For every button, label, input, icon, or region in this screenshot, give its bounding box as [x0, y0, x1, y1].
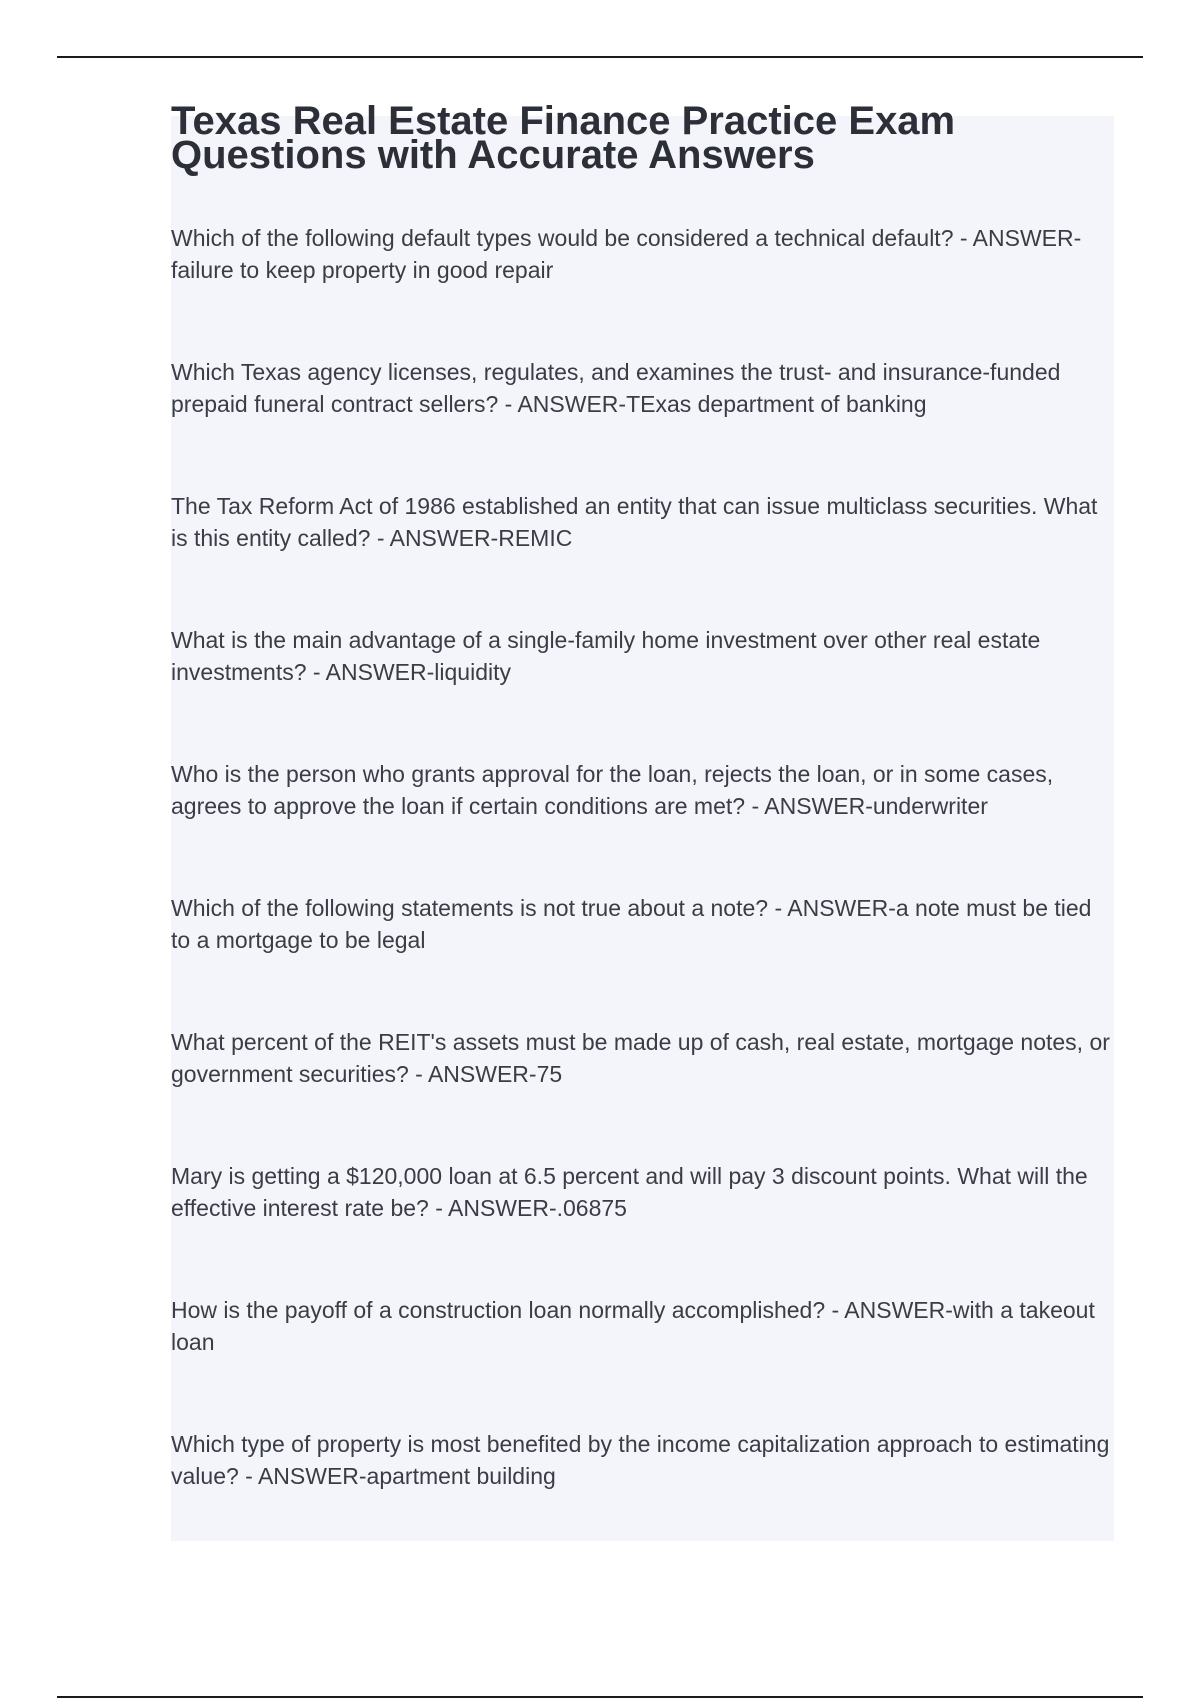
question-item: Which of the following default types would be considered a technical default? - ANSWER-failure to keep property in good repair — [171, 225, 1082, 283]
question-item: What is the main advantage of a single-family home investment over other real estate investments? - ANSWER-liquidity — [171, 627, 1041, 685]
question-item: Which of the following statements is not true about a note? - ANSWER-a note must be tied to a mortgage to be legal — [171, 895, 1092, 953]
question-list — [171, 222, 1116, 1562]
question-item: Which Texas agency licenses, regulates, and examines the trust- and insurance-funded prepaid funeral contract sellers? - ANSWER-TExas department of banking — [171, 359, 1061, 417]
question-item: The Tax Reform Act of 1986 established an entity that can issue multiclass securities. What is this entity called? - ANSWER-REMIC — [171, 493, 1098, 551]
question-item: Who is the person who grants approval for the loan, rejects the loan, or in some cases, agrees to approve the loan if certain conditions are met? - ANSWER-underwriter — [171, 761, 1054, 819]
footer-rule — [57, 1696, 1143, 1698]
question-item: How is the payoff of a construction loan normally accomplished? - ANSWER-with a takeout loan — [171, 1297, 1095, 1355]
question-item: Mary is getting a $120,000 loan at 6.5 percent and will pay 3 discount points. What will the effective interest rate be? - ANSWER-.06875 — [171, 1163, 1088, 1221]
question-item: Which type of property is most benefited by the income capitalization approach to estimating value? - ANSWER-apartment building — [171, 1431, 1110, 1489]
header-rule — [57, 56, 1143, 58]
question-item: What percent of the REIT's assets must be made up of cash, real estate, mortgage notes, or government securities? - ANSWER-75 — [171, 1029, 1110, 1087]
page-title: Texas Real Estate Finance Practice Exam Questions with Accurate Answers — [171, 99, 956, 177]
